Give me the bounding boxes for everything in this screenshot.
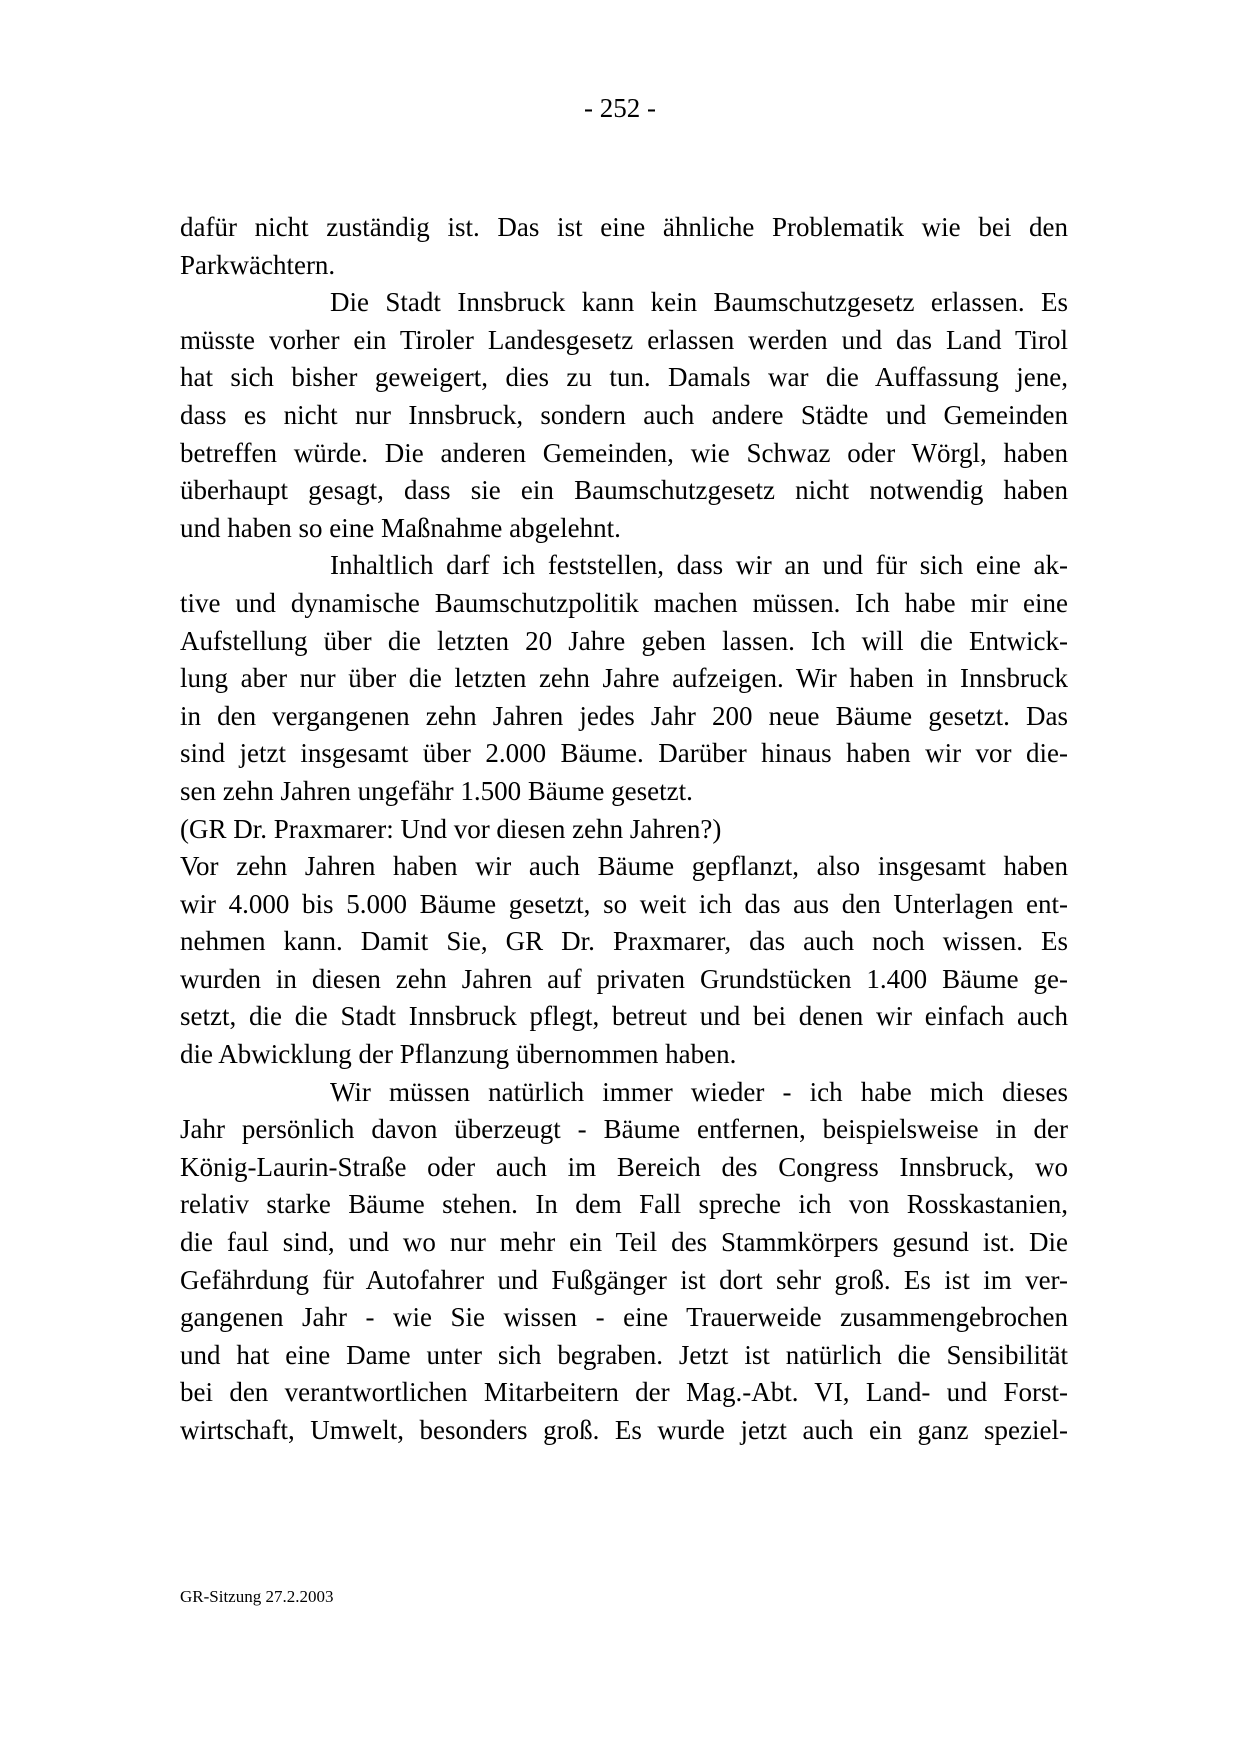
text-line: Jahr persönlich davon überzeugt - Bäume entfernen, beispielsweise in der	[180, 1114, 1068, 1145]
text-line: nehmen kann. Damit Sie, GR Dr. Praxmarer, das auch noch wissen. Es	[180, 926, 1068, 957]
text-line: wirtschaft, Umwelt, besonders groß. Es wurde jetzt auch ein ganz speziel-	[180, 1415, 1068, 1445]
text-line: sen zehn Jahren ungefähr 1.500 Bäume gesetzt.	[180, 775, 693, 806]
text-line: Die Stadt Innsbruck kann kein Baumschutzgesetz erlassen. Es	[330, 287, 1068, 318]
footer-session-date: GR-Sitzung 27.2.2003	[180, 1587, 334, 1606]
text-line: die faul sind, und wo nur mehr ein Teil des Stammkörpers gesund ist. Die	[180, 1227, 1068, 1258]
text-line: setzt, die die Stadt Innsbruck pflegt, betreut und bei denen wir einfach auch	[180, 1001, 1068, 1032]
text-line: und haben so eine Maßnahme abgelehnt.	[180, 512, 621, 543]
text-line: Inhaltlich darf ich feststellen, dass wir an und für sich eine ak-	[330, 550, 1068, 581]
text-line: betreffen würde. Die anderen Gemeinden, wie Schwaz oder Wörgl, haben	[180, 437, 1068, 468]
text-line: Vor zehn Jahren haben wir auch Bäume gepflanzt, also insgesamt haben	[180, 851, 1068, 882]
text-line: dass es nicht nur Innsbruck, sondern auch andere Städte und Gemeinden	[180, 399, 1068, 430]
text-line: Wir müssen natürlich immer wieder - ich habe mich dieses	[330, 1076, 1068, 1107]
text-line: Parkwächtern.	[180, 249, 336, 280]
text-line: lung aber nur über die letzten zehn Jahre aufzeigen. Wir haben in Innsbruck	[180, 663, 1068, 694]
text-line: die Abwicklung der Pflanzung übernommen haben.	[180, 1039, 737, 1070]
text-line: dafür nicht zuständig ist. Das ist eine ähnliche Problematik wie bei den	[180, 212, 1068, 242]
text-line: Aufstellung über die letzten 20 Jahre geben lassen. Ich will die Entwick-	[180, 625, 1068, 656]
text-line: tive und dynamische Baumschutzpolitik machen müssen. Ich habe mir eine	[180, 587, 1068, 618]
text-line: bei den verantwortlichen Mitarbeitern der Mag.-Abt. VI, Land- und Forst-	[180, 1377, 1068, 1408]
text-line: in den vergangenen zehn Jahren jedes Jahr 200 neue Bäume gesetzt. Das	[180, 700, 1068, 731]
text-line: relativ starke Bäume stehen. In dem Fall spreche ich von Rosskastanien,	[180, 1189, 1068, 1220]
text-line: müsste vorher ein Tiroler Landesgesetz erlassen werden und das Land Tirol	[180, 324, 1068, 355]
text-line: überhaupt gesagt, dass sie ein Baumschutzgesetz nicht notwendig haben	[180, 475, 1068, 506]
text-line: und hat eine Dame unter sich begraben. Jetzt ist natürlich die Sensibilität	[180, 1339, 1068, 1370]
text-line: gangenen Jahr - wie Sie wissen - eine Trauerweide zusammengebrochen	[180, 1302, 1068, 1333]
text-line: sind jetzt insgesamt über 2.000 Bäume. Darüber hinaus haben wir vor die-	[180, 738, 1068, 769]
body-text	[180, 209, 1068, 1450]
text-line: wurden in diesen zehn Jahren auf privaten Grundstücken 1.400 Bäume ge-	[180, 963, 1068, 994]
text-line: wir 4.000 bis 5.000 Bäume gesetzt, so weit ich das aus den Unterlagen ent-	[180, 888, 1068, 919]
page-number: - 252 -	[584, 93, 656, 123]
text-line: König-Laurin-Straße oder auch im Bereich des Congress Innsbruck, wo	[180, 1151, 1068, 1182]
interjection-line: (GR Dr. Praxmarer: Und vor diesen zehn Jahren?)	[180, 813, 722, 844]
text-line: hat sich bisher geweigert, dies zu tun. Damals war die Auffassung jene,	[180, 362, 1068, 393]
text-line: Gefährdung für Autofahrer und Fußgänger ist dort sehr groß. Es ist im ver-	[180, 1264, 1068, 1295]
